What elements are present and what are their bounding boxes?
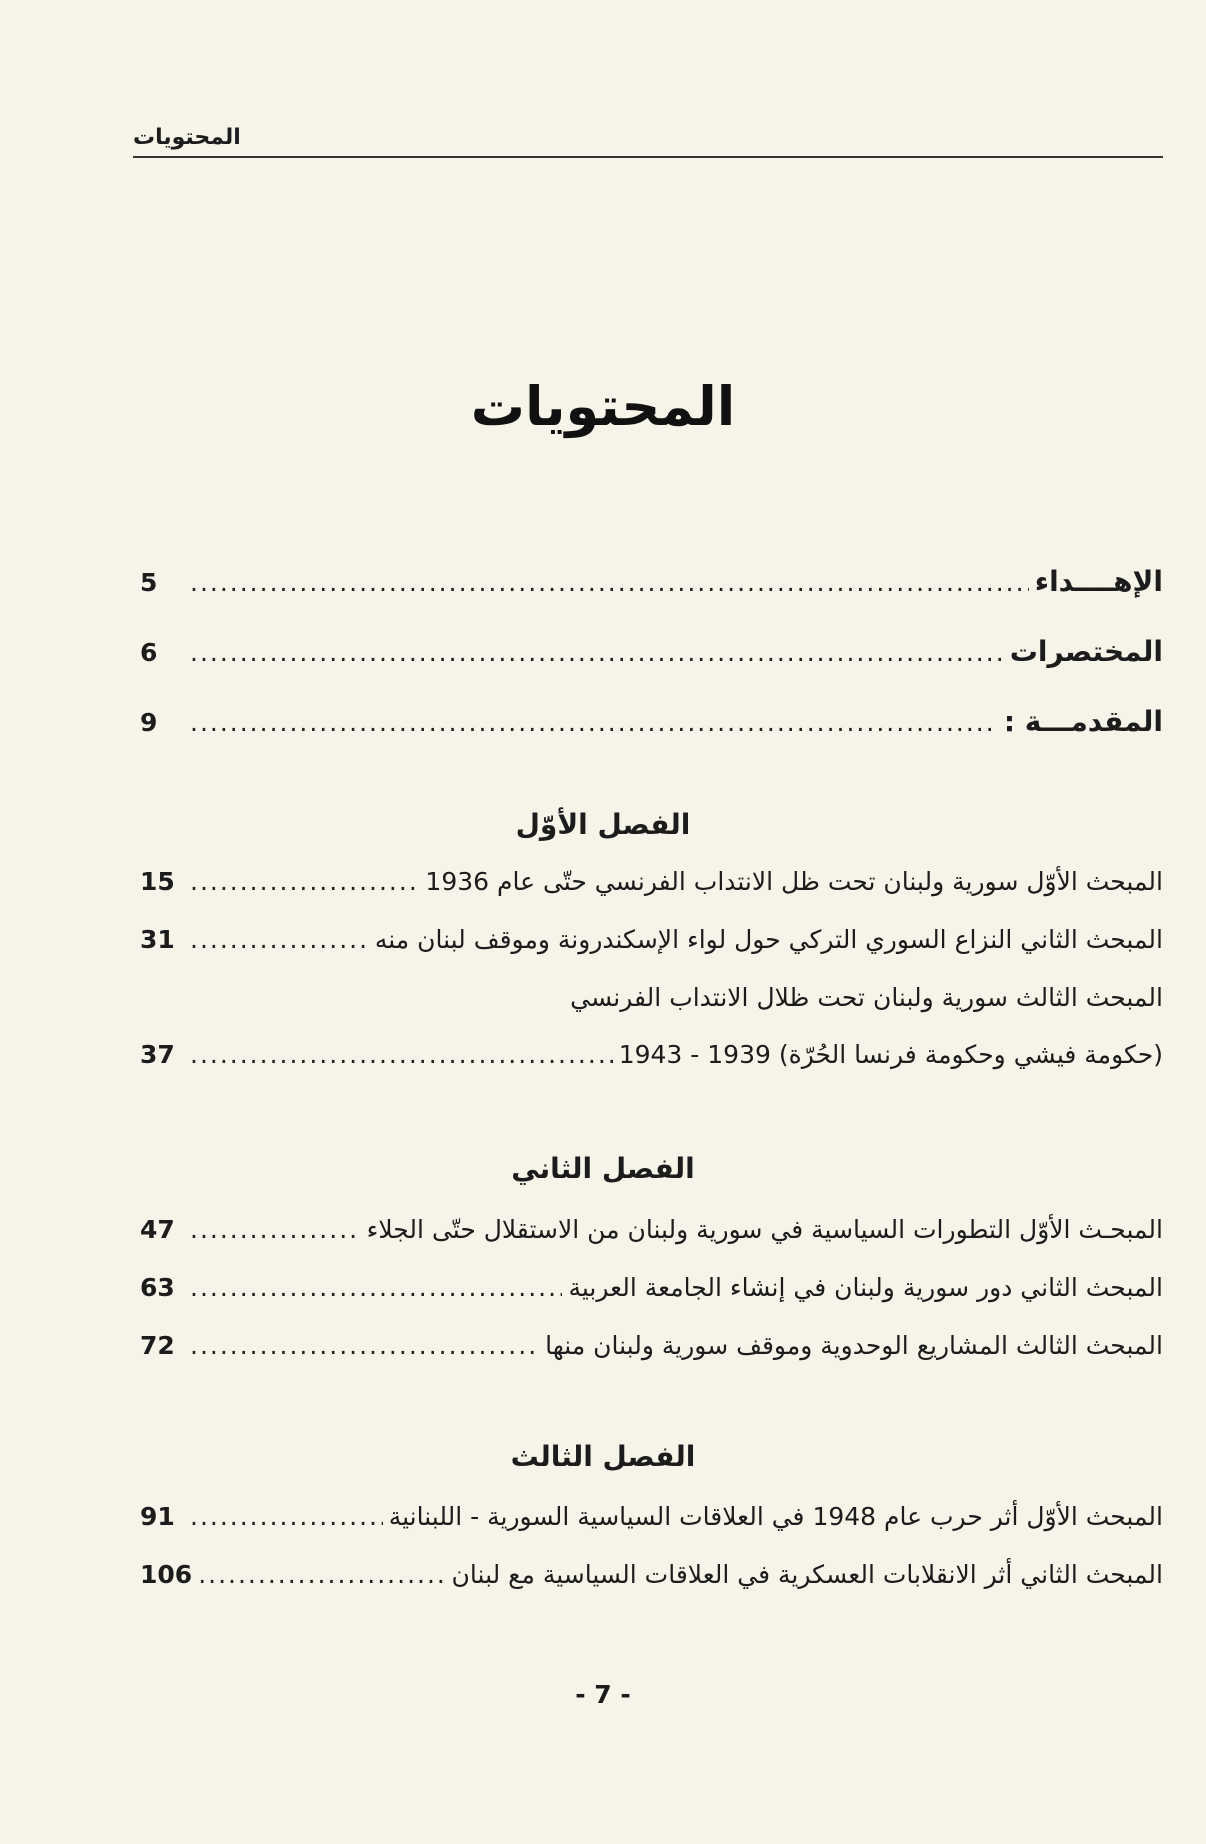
toc-entry-label: المبحـث الأوّل التطورات السياسية في سورية ولبنان من الاستقلال حتّى الجلاء [366, 1215, 1163, 1244]
toc-entry-label: المبحث الثاني أثر الانقلابات العسكرية في العلاقات السياسية مع لبنان [451, 1560, 1163, 1589]
chapter-title: الفصل الثالث [510, 1440, 696, 1473]
page-title: المحتويات [470, 375, 736, 438]
toc-entry-page: 72 [140, 1331, 175, 1360]
dot-leader [190, 1331, 539, 1360]
toc-entry-introduction [140, 705, 1163, 745]
toc-entry-label: المبحث الأوّل سورية ولبنان تحت ظل الانتداب الفرنسي حتّى عام 1936 [425, 867, 1163, 896]
toc-entry [140, 1040, 1163, 1080]
header-rule [133, 156, 1163, 158]
chapter-title: الفصل الأوّل [515, 808, 691, 841]
toc-entry-label: المبحث الثالث المشاريع الوحدوية وموقف سورية ولبنان منها [545, 1331, 1163, 1360]
toc-entry-dedication [140, 565, 1163, 605]
dot-leader [190, 1502, 383, 1531]
toc-entry-label: المبحث الثاني دور سورية ولبنان في إنشاء الجامعة العربية [568, 1273, 1163, 1302]
dot-leader [190, 1273, 562, 1302]
dot-leader [190, 925, 369, 954]
toc-entry-page: 9 [140, 708, 158, 737]
toc-entry-page: 47 [140, 1215, 175, 1244]
chapter-title: الفصل الثاني [511, 1152, 695, 1185]
toc-entry-page: 6 [140, 638, 158, 667]
toc-entry [140, 867, 1163, 907]
toc-entry [140, 1273, 1163, 1313]
toc-entry-abbreviations [140, 635, 1163, 675]
toc-entry-page: 37 [140, 1040, 175, 1069]
toc-entry-page: 31 [140, 925, 175, 954]
dot-leader [190, 708, 998, 737]
dot-leader [190, 568, 1029, 597]
toc-entry-label: المقدمـــة : [1003, 705, 1163, 738]
toc-entry-label: المبحث الأوّل أثر حرب عام 1948 في العلاقات السياسية السورية - اللبنانية [388, 1502, 1163, 1531]
running-header: المحتويات [133, 125, 241, 150]
toc-entry-page: 15 [140, 867, 175, 896]
toc-entry [140, 1215, 1163, 1255]
toc-entry [140, 1560, 1163, 1600]
toc-entry-label: المبحث الثاني النزاع السوري التركي حول لواء الإسكندرونة وموقف لبنان منه [374, 925, 1163, 954]
dot-leader [198, 1560, 445, 1589]
toc-entry-label: الإهــــداء [1034, 565, 1163, 598]
dot-leader [190, 1040, 613, 1069]
page-number: - 7 - [575, 1680, 631, 1709]
toc-entry-page: 91 [140, 1502, 175, 1531]
toc-entry-page: 5 [140, 568, 158, 597]
toc-entry [140, 1502, 1163, 1542]
dot-leader [190, 1215, 361, 1244]
toc-entry-label: المختصرات [1009, 635, 1163, 668]
toc-entry [140, 925, 1163, 965]
toc-entry-page: 63 [140, 1273, 175, 1302]
toc-entry-label-line1: المبحث الثالث سورية ولبنان تحت ظلال الانتداب الفرنسي [570, 983, 1163, 1012]
toc-entry-label: (حكومة فيشي وحكومة فرنسا الحُرّة) 1939 - 1943 [618, 1040, 1163, 1069]
toc-entry [140, 1331, 1163, 1371]
dot-leader [190, 638, 1004, 667]
dot-leader [190, 867, 419, 896]
toc-entry-page: 106 [140, 1560, 193, 1589]
